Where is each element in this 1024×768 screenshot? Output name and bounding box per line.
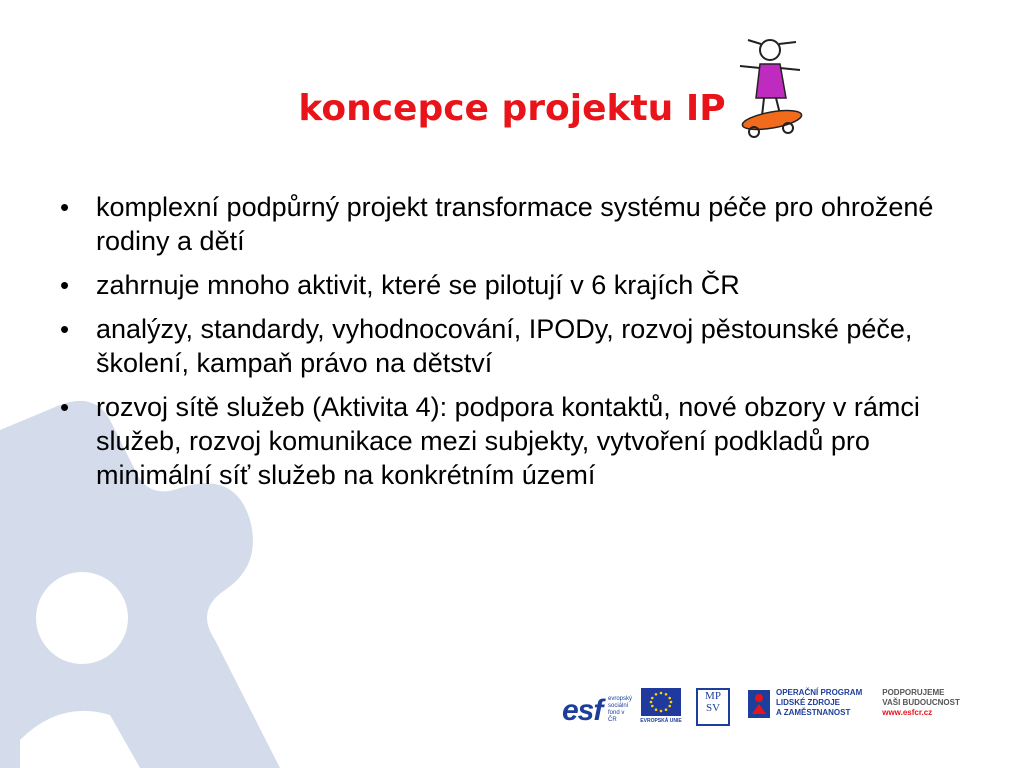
- slide-title: koncepce projektu IP: [298, 88, 726, 129]
- footer-logos: [562, 688, 960, 732]
- eu-flag-icon: [641, 688, 681, 716]
- esf-logo: esf evropský sociální fond v ČR: [562, 694, 633, 727]
- bullet-list: [60, 190, 940, 502]
- skateboard-girl-icon: [728, 36, 812, 152]
- op-people-icon: [746, 688, 772, 720]
- list-item: • komplexní podpůrný projekt transformace systému péče pro ohrožené rodiny a dětí: [60, 192, 934, 256]
- esfcr-link[interactable]: www.esfcr.cz: [882, 708, 933, 717]
- op-lzz-logo: OPERAČNÍ PROGRAM LIDSKÉ ZDROJE A ZAMĚSTNANOST: [746, 688, 862, 720]
- mpsv-logo: MP SV: [696, 688, 730, 726]
- list-item: • analýzy, standardy, vyhodnocování, IPODy, rozvoj pěstounské péče, školení, kampaň právo na dětství: [60, 314, 913, 378]
- eu-logo: EVROPSKÁ UNIE: [638, 688, 684, 732]
- list-item: • rozvoj sítě služeb (Aktivita 4): podpora kontaktů, nové obzory v rámci služeb, rozvoj komunikace mezi subjekty, vytvoření podkladů pro minimální síť služeb na konkrétním území: [60, 392, 920, 490]
- list-item: • zahrnuje mnoho aktivit, které se pilotují v 6 krajích ČR: [60, 270, 740, 300]
- support-slogan: PODPORUJEME VAŠI BUDOUCNOST www.esfcr.cz: [882, 688, 960, 717]
